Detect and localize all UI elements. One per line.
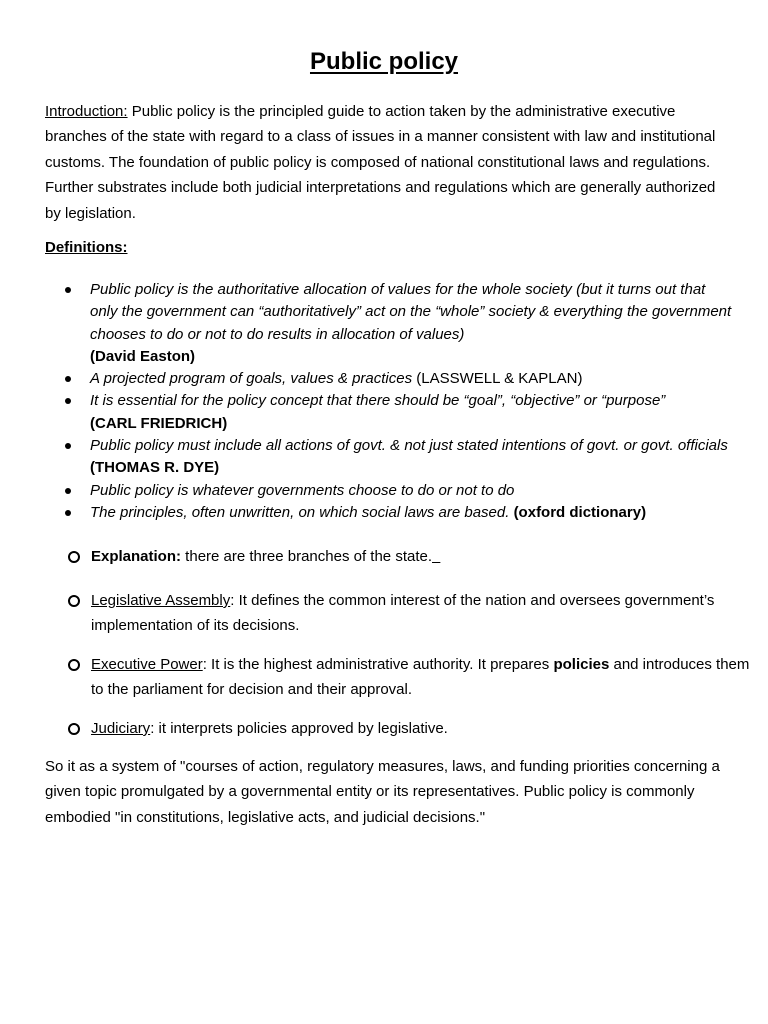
definition-source: (LASSWELL & KAPLAN) [416, 370, 583, 388]
definition-source: (David Easton) [90, 347, 196, 365]
bullet-icon [65, 398, 71, 404]
explanation-tail [432, 548, 440, 565]
explanation-text: there are three branches of the state. [181, 548, 433, 565]
introduction-paragraph [45, 99, 735, 226]
circle-bullet-icon [68, 551, 80, 563]
definition-quote: Public policy must include all actions of govt. & not just stated intentions of govt. or govt. officials [90, 437, 728, 455]
circle-bullet-icon [68, 723, 80, 735]
definition-item [62, 435, 732, 480]
judiciary-label: Judiciary [91, 720, 151, 737]
explanation-item [68, 544, 751, 569]
bullet-icon [65, 488, 71, 494]
executive-bold-word: policies [553, 656, 610, 673]
definitions-list [62, 279, 732, 524]
circle-bullet-icon [68, 595, 80, 607]
definition-source: (THOMAS R. DYE) [90, 459, 220, 477]
definition-item [62, 368, 732, 390]
conclusion-paragraph: So it as a system of "courses of action, regulatory measures, laws, and funding priorities concerning a given topic promulgated by a governmental entity or its representatives. Public policy is commonly embodied "in constitutions, legislative acts, and judicial decisions." [45, 758, 720, 826]
definition-source: (CARL FRIEDRICH) [90, 414, 228, 432]
executive-text: : It is the highest administrative authority. It prepares [202, 656, 554, 673]
judiciary-item [68, 716, 751, 741]
legislative-text: : It defines the common interest of the nation and oversees government’s implementation of its decisions. [91, 592, 715, 635]
executive-text-cont: and introduces them to the parliament for decision and their approval. [91, 656, 750, 699]
page-title: Public policy [309, 48, 459, 75]
bullet-icon [65, 376, 71, 382]
bullet-icon [65, 287, 71, 293]
definitions-heading: Definitions: [45, 239, 128, 256]
definition-item [62, 502, 732, 524]
judiciary-text: : it interprets policies approved by legislative. [150, 720, 448, 737]
definition-quote: Public policy is whatever governments choose to do or not to do [90, 481, 515, 499]
bullet-icon [65, 510, 71, 516]
definition-quote: The principles, often unwritten, on which social laws are based. [90, 503, 514, 521]
definition-item [62, 480, 732, 502]
definition-quote: A projected program of goals, values & practices [90, 370, 417, 388]
executive-label: Executive Power [91, 656, 203, 673]
circle-bullet-icon [68, 659, 80, 671]
legislative-item [68, 588, 751, 639]
bullet-icon [65, 443, 71, 449]
definition-quote: It is essential for the policy concept that there should be “goal”, “objective” or “purpose” [90, 392, 666, 410]
definition-quote: Public policy is the authoritative allocation of values for the whole society (but it turns out that only the government can “authoritatively” act on the “whole” society & everything the government chooses to do or not to do results in allocation of values) [90, 281, 732, 343]
executive-item [68, 652, 751, 703]
introduction-text: Public policy is the principled guide to action taken by the administrative executive branches of the state with regard to a class of issues in a manner consistent with law and institutional customs. The foundation of public policy is composed of national constitutional laws and regulations. Further substrates include both judicial interpretations and regulations which are generally authorized by legislation. [45, 103, 716, 222]
definition-source: (oxford dictionary) [513, 503, 647, 521]
definition-item [62, 279, 732, 368]
introduction-label: Introduction: [45, 103, 128, 120]
definition-item [62, 390, 732, 435]
explanation-label: Explanation: [91, 548, 182, 565]
legislative-label: Legislative Assembly [91, 592, 231, 609]
